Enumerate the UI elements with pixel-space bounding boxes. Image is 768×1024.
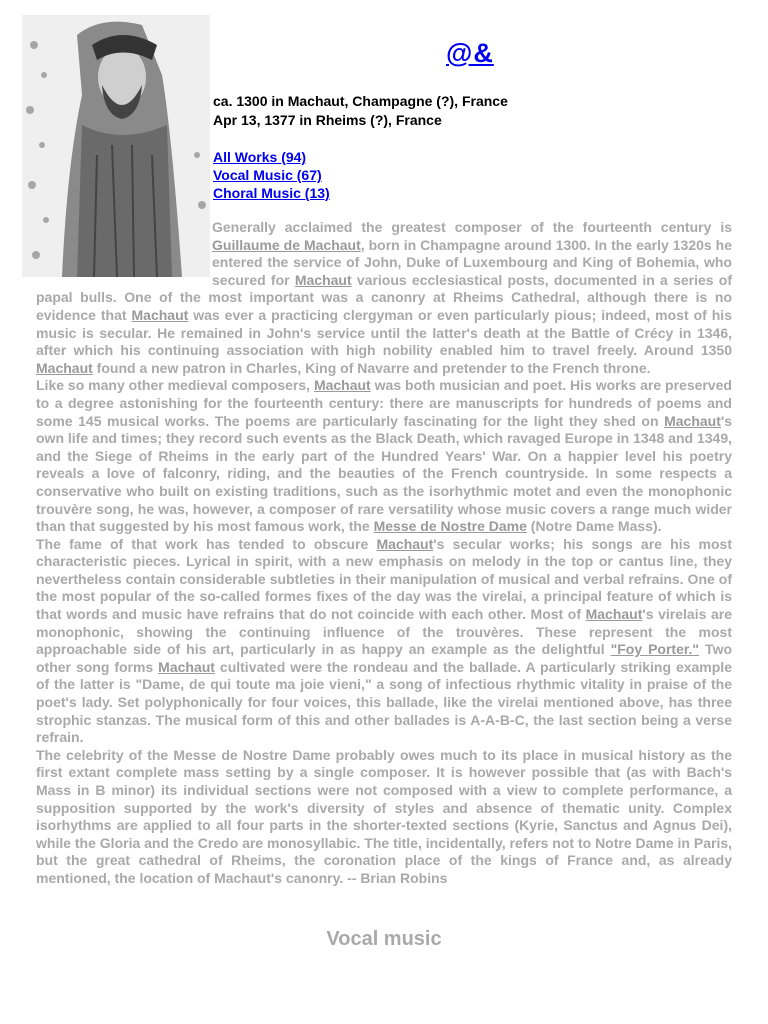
all-works-link[interactable]: All Works (94) bbox=[213, 149, 307, 165]
bio-paragraph-4: The celebrity of the Messe de Nostre Dame probably owes much to its place in musical history as the first extant complete mass setting by a single composer. It is however possible that (as with Bach's Mass in B minor) its individual sections were not composed with a view to complete performance, a supposition supported by the work's diversity of styles and absence of thematic unity. Complex isorhythms are applied to all four parts in the shorter-texted sections (Kyrie, Sanctus and Agnus Dei), while the Gloria and the Credo are monosyllabic. The title, incidentally, refers not to Notre Dame in Paris, but the great cathedral of Rheims, the coronation place of the kings of France and, as already mentioned, the location of Machaut's canonry. -- Brian Robins bbox=[36, 746, 733, 886]
machaut-link[interactable]: Machaut bbox=[376, 535, 434, 552]
works-links bbox=[213, 148, 330, 202]
vocal-music-link[interactable]: Vocal Music (67) bbox=[213, 167, 322, 183]
machaut-link[interactable]: Machaut bbox=[36, 359, 93, 376]
foy-porter-link[interactable]: "Foy Porter." bbox=[610, 641, 700, 658]
bio-paragraph-2: Like so many other medieval composers, Machaut was both musician and poet. His works are preserved to a degree astonishing for the fourteenth century: there are manuscripts for hundreds of poems and some 145 musical works. The poems are particularly fascinating for the light they shed on Machaut's own life and times; they record such events as the Black Death, which ravaged Europe in 1348 and 1349, and the Siege of Rheims in the early part of the Hundred Years' War. On a happier level his poetry reveals a love of falconry, riding, and the beauties of the French countryside. In some respects a conservative who built on existing traditions, such as the isorhythmic motet and even the monophonic trouvère song, he was, however, a composer of rare versatility whose music covers a range much wider than that suggested by his most famous work, the Messe de Nostre Dame (Notre Dame Mass). bbox=[36, 377, 732, 535]
composer-name-link[interactable]: Guillaume de Machaut bbox=[212, 236, 361, 253]
machaut-link[interactable]: Machaut bbox=[158, 658, 215, 675]
bio-paragraph-1: Generally acclaimed the greatest composer of the fourteenth century is Guillaume de Machaut, born in Champagne around 1300. In the early 1320s he entered the service of John, Duke of Luxembourg and King of Bohemia, who secured for Machaut various ecclesiastical posts, documented in a series of papal bulls. One of the most important was a canonry at Rheims Cathedral, although there is no evidence that Machaut was ever a practicing clergyman or even particularly pious; indeed, most of his music is secular. He remained in John's service until the latter's death at the Battle of Crécy in 1346, after which his continuing association with high nobility enabled him to travel freely. Around 1350 Machaut found a new patron in Charles, King of Navarre and pretender to the French throne. bbox=[36, 219, 733, 376]
composer-title-link[interactable]: @& bbox=[446, 38, 494, 68]
machaut-link[interactable]: Machaut bbox=[294, 271, 352, 288]
machaut-link[interactable]: Machaut bbox=[313, 377, 371, 394]
choral-music-link[interactable]: Choral Music (13) bbox=[213, 185, 330, 201]
machaut-link[interactable]: Machaut bbox=[585, 606, 643, 623]
death-info: Apr 13, 1377 in Rheims (?), France bbox=[213, 112, 442, 128]
bio-paragraph-3: The fame of that work has tended to obscure Machaut's secular works; his songs are his most characteristic pieces. Lyrical in spirit, with a new emphasis on melody in the top or cantus line, they nevertheless contain considerable subtleties in their manipulation of musical and verbal refrains. One of the most popular of the so-called formes fixes of the day was the virelai, a principal feature of which is that words and music have refrains that do not coincide with each other. Most of Machaut's virelais are monophonic, showing the continuing influence of the trouvères. These represent the most approachable side of his art, particularly in as happy an example as the delightful "Foy Porter." Two other song forms Machaut cultivated were the rondeau and the ballade. A particularly striking example of the latter is "Dame, de qui toute ma joie vieni," a song of infectious rhythmic vitality in praise of the poet's lady. Set polyphonically for four voices, this ballade, like the virelai mentioned above, has three strophic stanzas. The musical form of this and other ballades is A-A-B-C, the last section being a verse refrain. bbox=[36, 535, 733, 746]
machaut-link[interactable]: Machaut bbox=[664, 412, 721, 429]
messe-link[interactable]: Messe de Nostre Dame bbox=[373, 518, 527, 535]
life-dates bbox=[213, 92, 508, 130]
section-heading-vocal-music: Vocal music bbox=[326, 928, 442, 950]
biography bbox=[36, 219, 732, 888]
machaut-link[interactable]: Machaut bbox=[131, 306, 189, 323]
birth-info: ca. 1300 in Machaut, Champagne (?), France bbox=[213, 93, 508, 109]
